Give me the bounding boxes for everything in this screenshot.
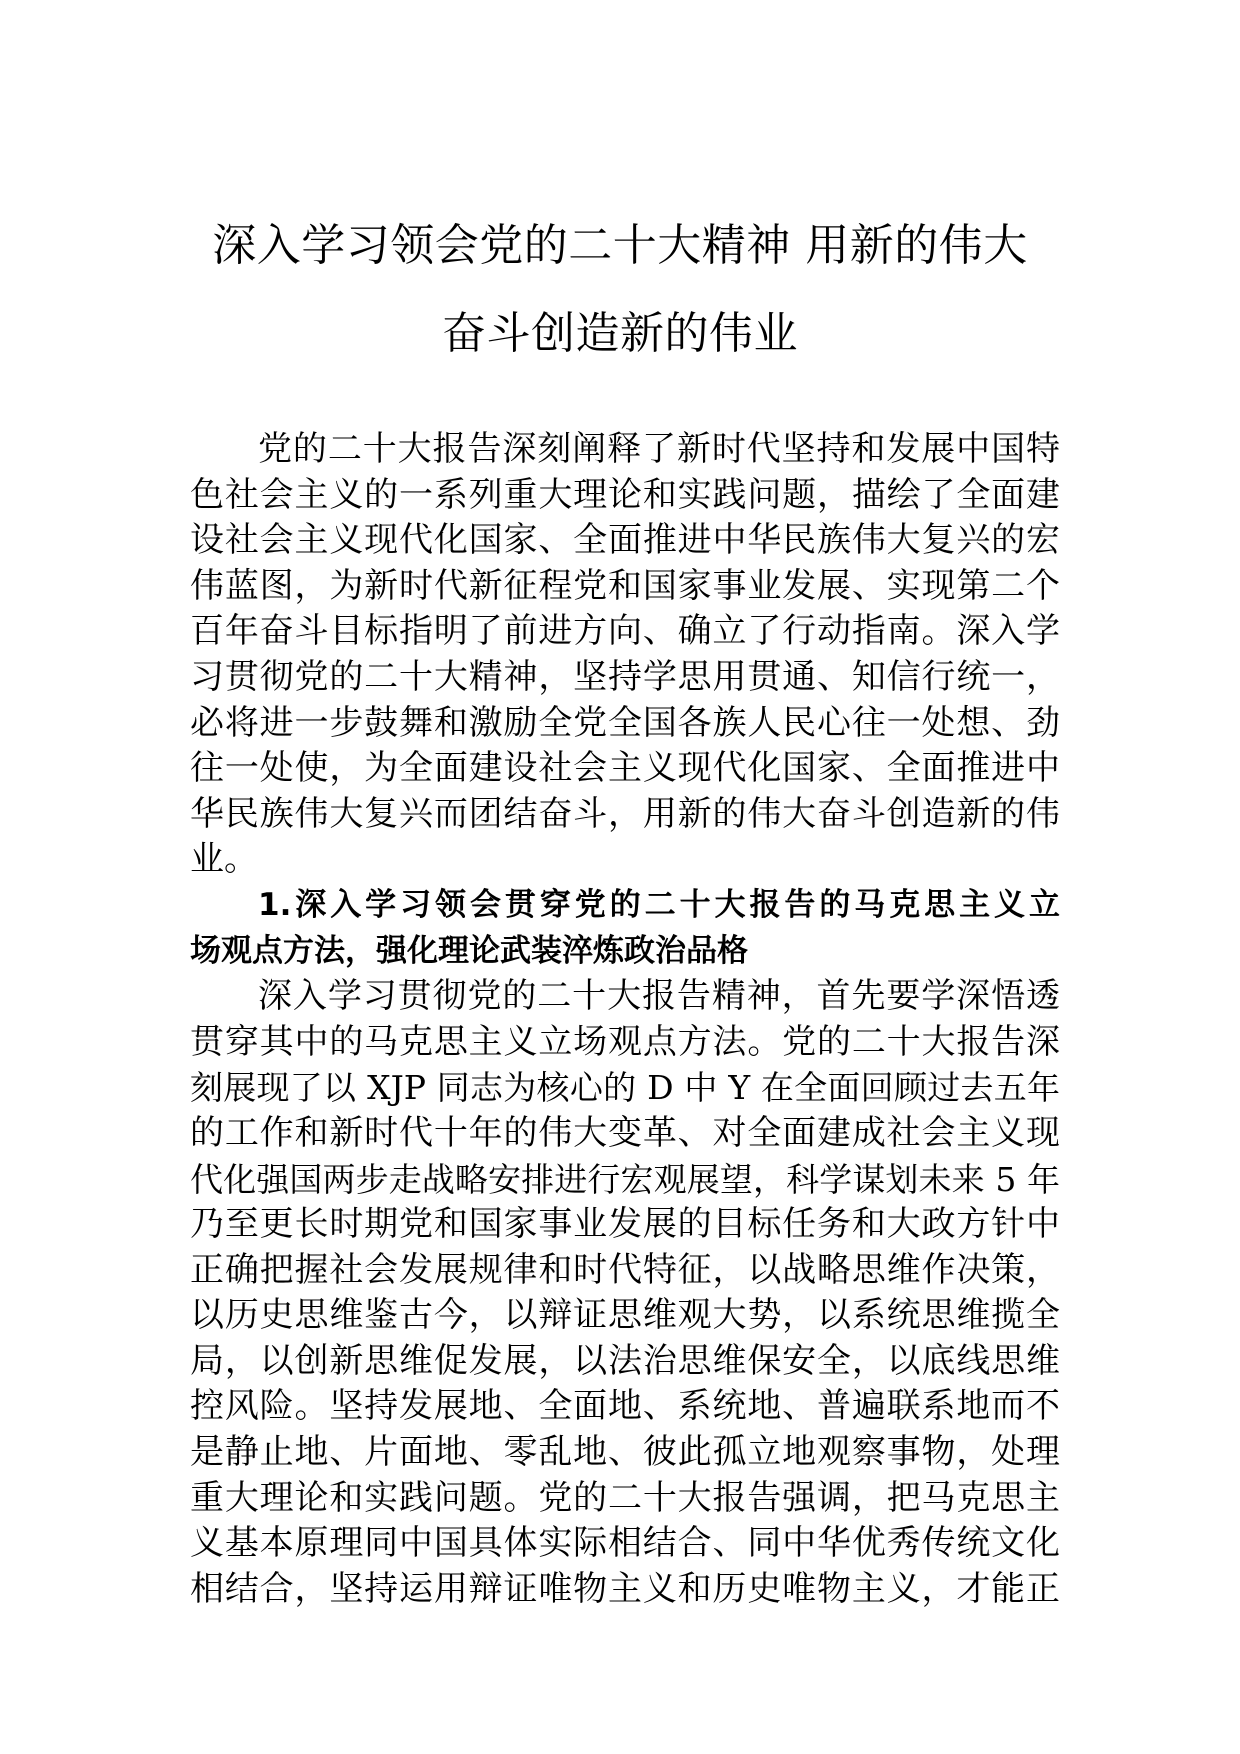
text-line: 以历史思维鉴古今，以辩证思维观大势，以系统思维揽全 bbox=[190, 1295, 1060, 1336]
text-line: 党的二十大报告深刻阐释了新时代坚持和发展中国特 bbox=[258, 429, 1060, 469]
text-line: 的工作和新时代十年的伟大变革、对全面建成社会主义现 bbox=[190, 1112, 1060, 1153]
title-line-2: 奋斗创造新的伟业 bbox=[442, 308, 798, 359]
text-line: 正确把握社会发展规律和时代特征，以战略思维作决策， bbox=[190, 1249, 1060, 1290]
document-body bbox=[190, 427, 1060, 1612]
text-line: 设社会主义现代化国家、全面推进中华民族伟大复兴的宏 bbox=[190, 520, 1060, 561]
text-line: 控风险。坚持发展地、全面地、系统地、普遍联系地而不 bbox=[190, 1386, 1060, 1427]
text-line: 贯穿其中的马克思主义立场观点方法。党的二十大报告深 bbox=[190, 1021, 1060, 1062]
text-line: 相结合，坚持运用辩证唯物主义和历史唯物主义，才能正 bbox=[190, 1568, 1060, 1609]
text-line: 伟蓝图，为新时代新征程党和国家事业发展、实现第二个 bbox=[190, 565, 1060, 606]
paragraph-intro bbox=[190, 427, 1060, 883]
text-line: 刻展现了以 XJP 同志为核心的 D 中 Y 在全面回顾过去五年 bbox=[190, 1068, 1060, 1108]
text-line: 是静止地、片面地、零乱地、彼此孤立地观察事物，处理 bbox=[190, 1432, 1060, 1473]
title-line-1: 深入学习领会党的二十大精神 用新的伟大 bbox=[212, 220, 1028, 271]
text-line: 华民族伟大复兴而团结奋斗，用新的伟大奋斗创造新的伟 bbox=[190, 793, 1060, 834]
text-line: 代化强国两步走战略安排进行宏观展望，科学谋划未来 5 年 bbox=[190, 1159, 1060, 1199]
text-line: 业。 bbox=[190, 839, 258, 880]
text-line: 往一处使，为全面建设社会主义现代化国家、全面推进中 bbox=[190, 748, 1060, 789]
text-line: 重大理论和实践问题。党的二十大报告强调，把马克思主 bbox=[190, 1477, 1060, 1518]
heading-line: 场观点方法，强化理论武装淬炼政治品格 bbox=[190, 932, 748, 969]
text-line: 习贯彻党的二十大精神，坚持学思用贯通、知信行统一， bbox=[190, 656, 1060, 697]
text-line: 局，以创新思维促发展，以法治思维保安全，以底线思维 bbox=[190, 1340, 1060, 1381]
text-line: 色社会主义的一系列重大理论和实践问题，描绘了全面建 bbox=[190, 474, 1060, 515]
paragraph-section-1 bbox=[190, 974, 1060, 1612]
text-line: 必将进一步鼓舞和激励全党全国各族人民心往一处想、劲 bbox=[190, 702, 1060, 743]
section-heading-1 bbox=[190, 883, 1060, 974]
text-line: 义基本原理同中国具体实际相结合、同中华优秀传统文化 bbox=[190, 1523, 1060, 1564]
heading-line: 1.深入学习领会贯穿党的二十大报告的马克思主义立 bbox=[258, 886, 1060, 923]
text-line: 深入学习贯彻党的二十大报告精神，首先要学深悟透 bbox=[258, 976, 1060, 1017]
document-title bbox=[180, 202, 1060, 378]
text-line: 乃至更长时期党和国家事业发展的目标任务和大政方针中 bbox=[190, 1204, 1060, 1245]
text-line: 百年奋斗目标指明了前进方向、确立了行动指南。深入学 bbox=[190, 611, 1060, 652]
